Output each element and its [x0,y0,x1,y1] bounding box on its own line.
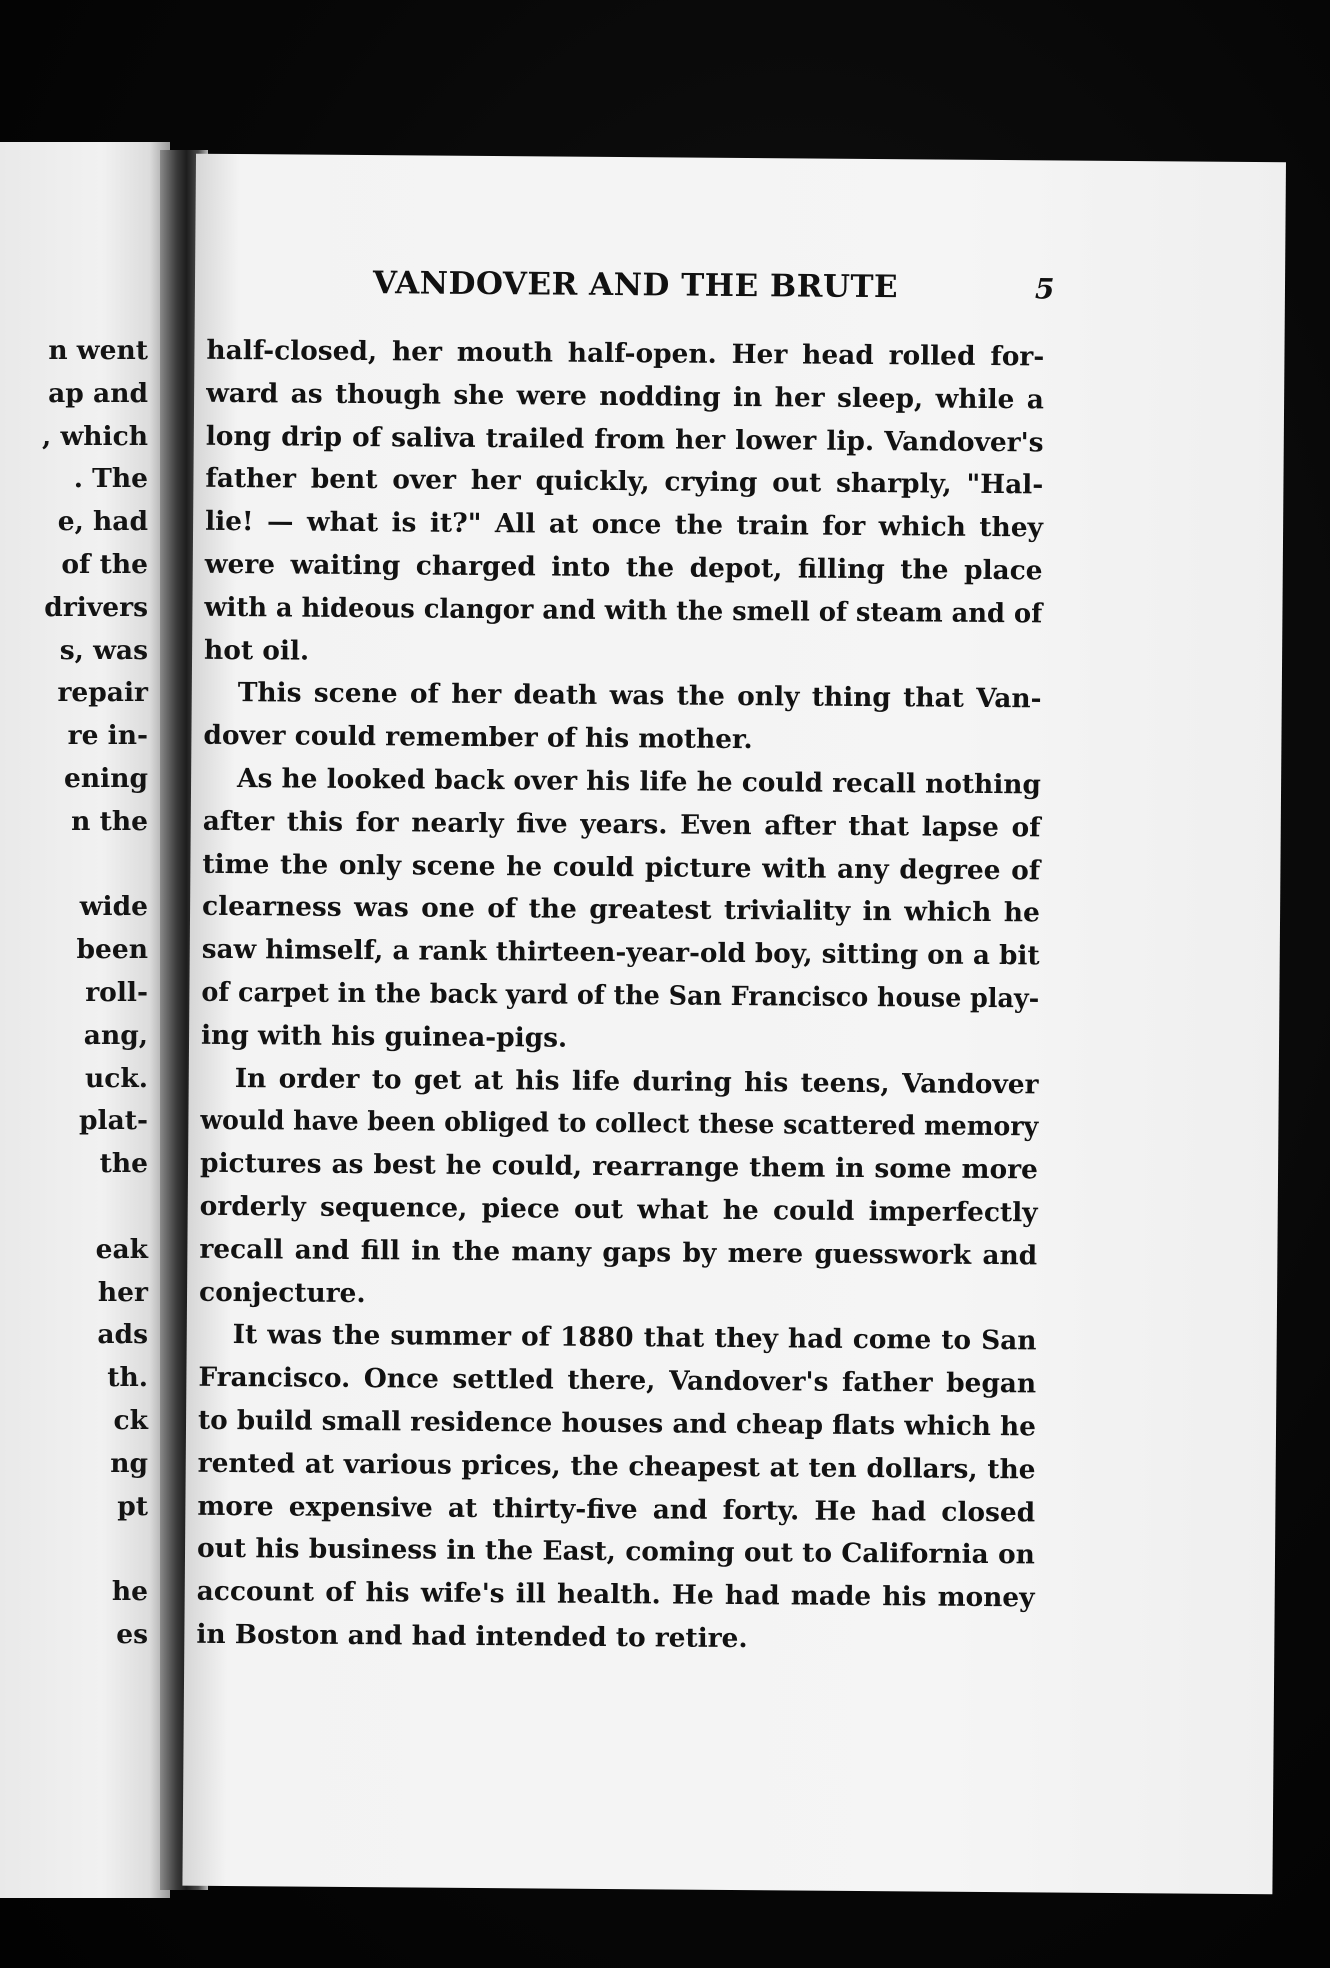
text-line: with a hideous clangor and with the smell of steam and of [204,591,1043,630]
text-line: time the only scene he could picture with any degree of [202,848,1041,886]
previous-page-line: been [76,934,148,966]
previous-page-line: ap and [48,377,148,409]
text-line: hot oil. [203,634,310,667]
previous-page-line: ng [110,1447,148,1479]
previous-page-line: es [116,1618,148,1650]
previous-page-line: eak [95,1233,148,1265]
text-line: half-closed, her mouth half-open. Her head rolled for- [206,334,1045,373]
previous-page-line: s, was [59,634,148,666]
previous-page-line: ening [64,762,148,794]
text-line: of carpet in the back yard of the San Francisco house play- [201,976,1040,1015]
text-line: were waiting charged into the depot, filling the place [204,548,1043,587]
text-line: would have been obliged to collect these scattered memory [200,1105,1039,1143]
text-line: conjecture. [198,1276,366,1309]
previous-page-line: he [111,1576,148,1608]
text-line: This scene of her death was the only thing that Van- [237,677,1042,715]
previous-page-line: n went [48,335,148,366]
previous-page-line: pt [117,1490,148,1522]
previous-page-line: wide [79,891,148,923]
previous-page-line: th. [107,1362,148,1394]
previous-page-line: her [97,1276,148,1308]
previous-page-line: the [99,1148,148,1180]
text-line: pictures as best he could, rearrange them in some more [199,1147,1038,1186]
previous-page-line: re in- [67,720,148,752]
text-line: rented at various prices, the cheapest at ten dollars, the [197,1447,1036,1486]
text-line: more expensive at thirty-five and forty. He had closed [197,1490,1036,1528]
previous-page-line: , which [42,420,148,452]
running-title: VANDOVER AND THE BRUTE [372,265,899,306]
previous-page-line: plat- [78,1105,148,1137]
previous-page-line [42,1186,148,1229]
previous-page-line: . The [73,463,148,495]
text-line: long drip of saliva trailed from her lower lip. Vandover's [205,420,1044,458]
text-line: account of his wife's ill health. He had made his money [196,1575,1035,1614]
text-line: clearness was one of the greatest triviality in which he [201,891,1040,929]
text-line: to build small residence houses and cheap flats which he [197,1404,1036,1443]
previous-page-line: roll- [85,976,148,1008]
previous-page-line: drivers [44,591,148,623]
previous-page-line: n the [71,805,148,837]
text-line: orderly sequence, piece out what he could imperfectly [199,1190,1038,1229]
previous-page-line: ck [113,1404,148,1436]
page-header [195,264,1285,317]
current-page [182,154,1286,1895]
text-line: father bent over her quickly, crying out sharply, "Hal- [205,463,1044,501]
previous-page-line [42,844,148,887]
text-line: ing with his guinea-pigs. [200,1019,568,1054]
text-line: ward as though she were nodding in her sleep, while a [206,377,1045,416]
page-number: 5 [1034,272,1055,306]
previous-page-line [42,1528,148,1571]
text-line: out his business in the East, coming out to California on [196,1533,1035,1571]
previous-page-line: repair [57,677,148,709]
text-line: saw himself, a rank thirteen-year-old boy, sitting on a bit [201,933,1040,972]
text-line: lie! — what is it?" All at once the train for which they [205,505,1044,544]
text-line: It was the summer of 1880 that they had come to San [232,1319,1037,1357]
previous-page-text [42,330,148,1657]
previous-page-line: ang, [83,1019,148,1051]
previous-page-line: ads [97,1319,148,1351]
text-line: recall and fill in the many gaps by mere guesswork and [199,1233,1038,1272]
text-line: dover could remember of his mother. [203,719,753,756]
previous-page-line: uck. [85,1062,148,1094]
body-text [196,330,1044,1663]
text-line: As he looked back over his life he could recall nothing [236,763,1041,801]
previous-page-line: of the [61,548,148,580]
previous-page-line: e, had [57,506,148,538]
text-line: Francisco. Once settled there, Vandover's father began [198,1361,1037,1400]
text-line: In order to get at his life during his teens, Vandover [234,1062,1039,1100]
text-line: in Boston and had intended to retire. [196,1618,748,1655]
text-line: after this for nearly five years. Even after that lapse of [202,805,1041,844]
previous-page-fragment [0,142,170,1898]
